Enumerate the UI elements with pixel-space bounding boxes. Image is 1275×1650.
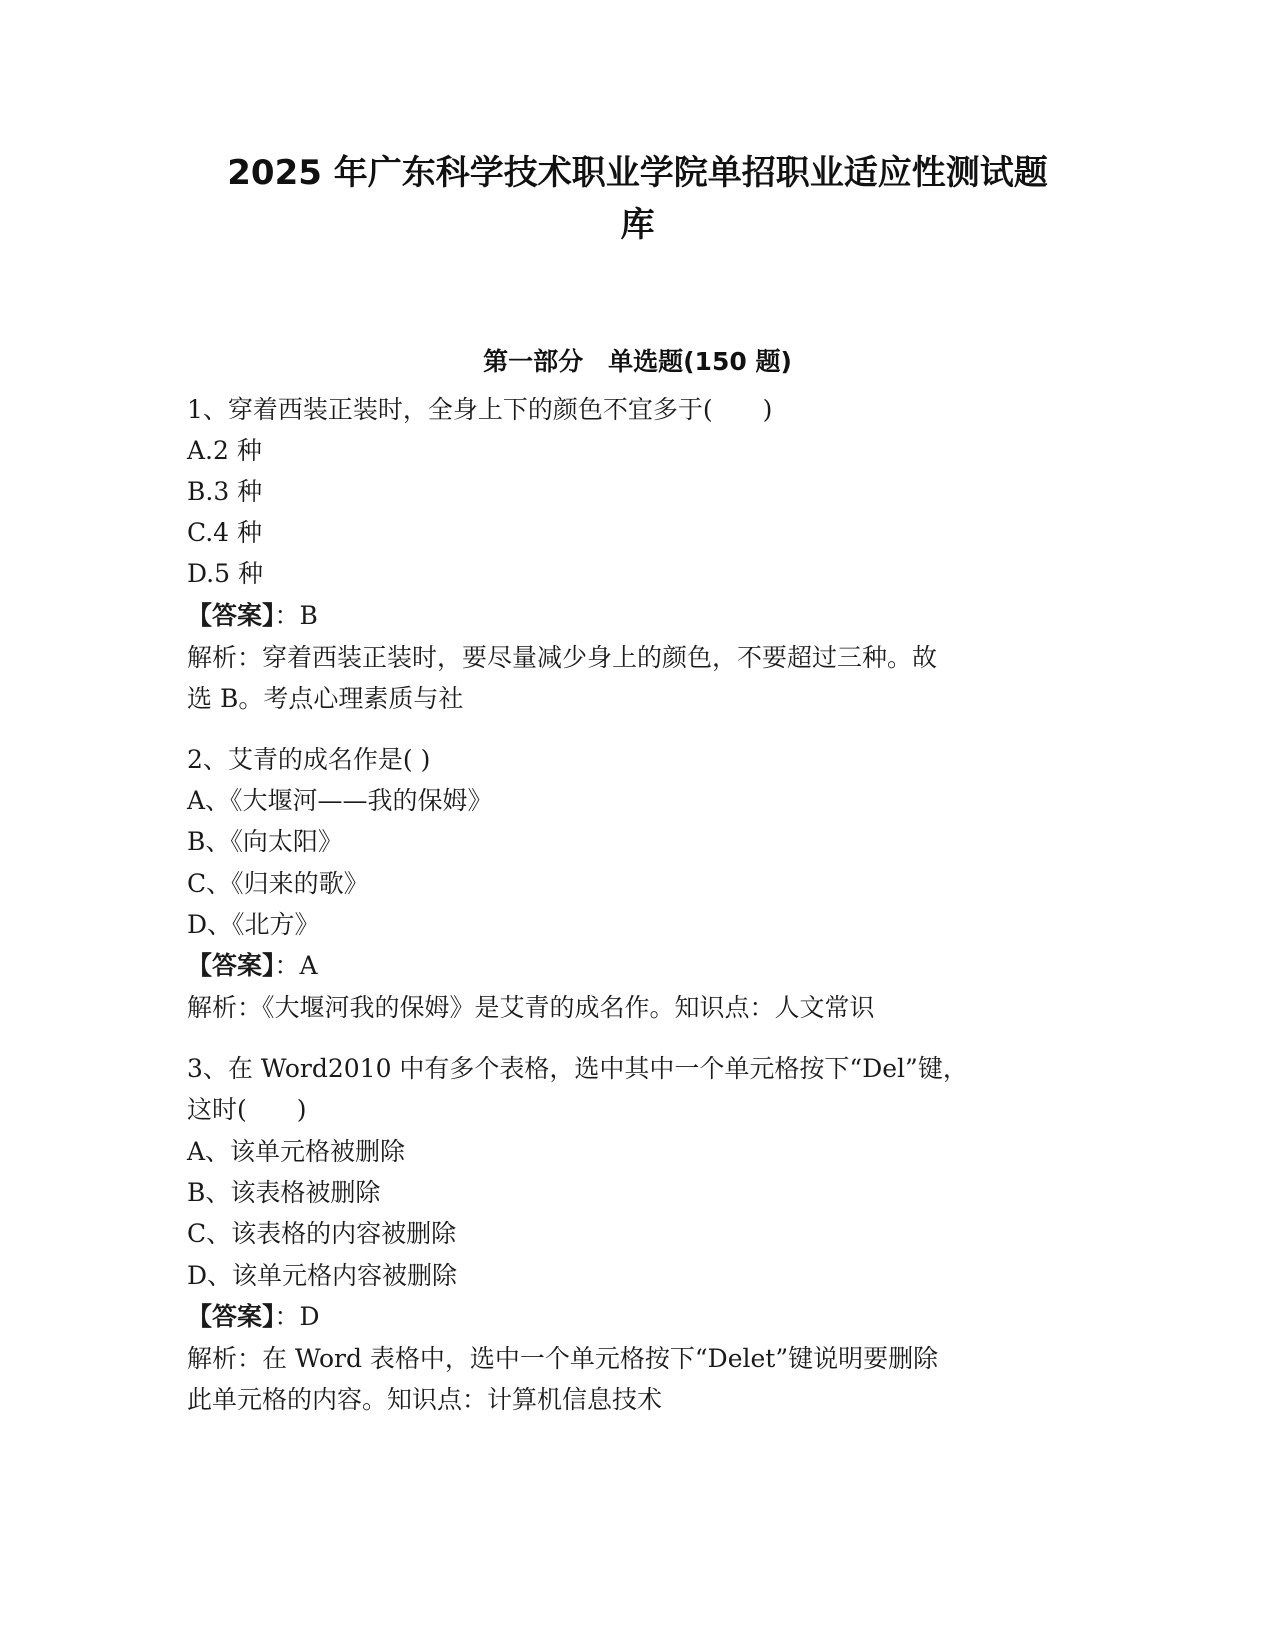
- question-stem-line2: 这时( ): [187, 1095, 307, 1124]
- option-a: A、该单元格被删除: [187, 1137, 406, 1166]
- option-b: B.3 种: [187, 477, 263, 506]
- option-d: D.5 种: [187, 559, 263, 588]
- answer-value: ：B: [274, 601, 318, 630]
- answer-label: 【答案】: [187, 1302, 275, 1331]
- option-b: B、《向太阳》: [187, 827, 343, 856]
- option-d: D、该单元格内容被删除: [187, 1261, 458, 1290]
- option-c: C.4 种: [187, 518, 263, 547]
- answer-value: ：A: [274, 951, 318, 980]
- answer-line: [187, 1299, 320, 1335]
- analysis-line1: 解析：在 Word 表格中，选中一个单元格按下“Delet”键说明要删除: [187, 1344, 939, 1373]
- analysis-line1: 解析：穿着西装正装时，要尽量减少身上的颜色，不要超过三种。故: [187, 643, 938, 672]
- option-b: B、该表格被删除: [187, 1178, 381, 1207]
- option-a: A.2 种: [187, 436, 262, 465]
- option-a: A、《大堰河——我的保姆》: [187, 786, 493, 815]
- option-c: C、该表格的内容被删除: [187, 1219, 457, 1248]
- answer-line: [187, 948, 318, 984]
- section-heading: 第一部分 单选题(150 题): [483, 347, 792, 376]
- answer-line: [187, 598, 318, 634]
- analysis-line2: 此单元格的内容。知识点：计算机信息技术: [187, 1385, 663, 1414]
- option-c: C、《归来的歌》: [187, 869, 369, 898]
- answer-label: 【答案】: [187, 601, 275, 630]
- analysis-line2: 选 B。考点心理素质与社: [187, 684, 464, 713]
- question-stem-line1: 3、在 Word2010 中有多个表格，选中其中一个单元格按下“Del”键，: [187, 1054, 968, 1083]
- answer-label: 【答案】: [187, 951, 275, 980]
- question-stem: 1、穿着西装正装时，全身上下的颜色不宜多于( ): [187, 395, 773, 424]
- question-stem: 2、艾青的成名作是( ): [187, 745, 431, 774]
- analysis-line1: 解析：《大堰河我的保姆》是艾青的成名作。知识点：人文常识: [187, 993, 875, 1022]
- answer-value: ：D: [274, 1302, 320, 1331]
- document-title-line2: 库: [620, 205, 655, 245]
- document-title-line1: 2025 年广东科学技术职业学院单招职业适应性测试题: [227, 153, 1048, 193]
- option-d: D、《北方》: [187, 910, 320, 939]
